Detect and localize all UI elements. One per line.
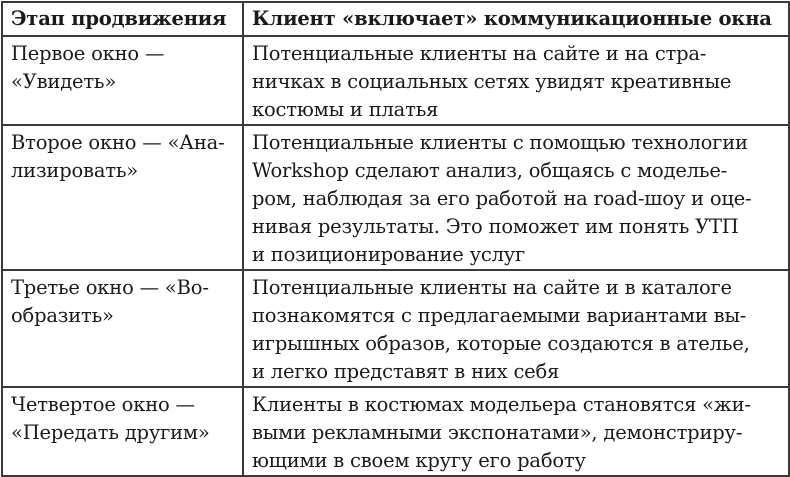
description-line: Потенциальные клиенты с помощью технологии: [252, 131, 748, 154]
description-line: выми рекламными экспонатами», демонстриру-: [252, 421, 743, 444]
description-line: Потенциальные клиенты на сайте и на стра-: [252, 42, 707, 65]
table-row: [2, 36, 789, 125]
description-line: и позиционирование услуг: [252, 243, 526, 266]
stage-line: Первое окно —: [11, 42, 165, 65]
description-line: Потенциальные клиенты на сайте и в каталоге: [252, 276, 732, 299]
stage-cell: [2, 270, 243, 387]
description-cell: [243, 36, 789, 125]
table-row: [2, 125, 789, 270]
header-communication-windows: Клиент «включает» коммуникационные окна: [243, 2, 789, 36]
header-row: [2, 2, 789, 36]
description-cell: [243, 125, 789, 270]
stage-cell: [2, 125, 243, 270]
description-line: и легко представят в них себя: [252, 360, 560, 383]
description-line: Workshop сделают анализ, общаясь с модельe-: [252, 159, 728, 182]
stage-line: Четвертое окно —: [11, 393, 195, 416]
promotion-stages-table: [1, 1, 790, 477]
description-line: Клиенты в костюмах модельера становятся «жи-: [252, 393, 751, 416]
description-line: ром, наблюдая за его работой на road-шоу и оце-: [252, 187, 752, 210]
stage-line: образить»: [11, 304, 114, 327]
description-line: костюмы и платья: [252, 98, 439, 121]
description-line: ющими в своем кругу его работу: [252, 449, 586, 472]
description-cell: [243, 270, 789, 387]
stage-line: лизировать»: [11, 159, 138, 182]
description-line: ничках в социальных сетях увидят креативные: [252, 70, 732, 93]
stage-cell: [2, 36, 243, 125]
description-cell: [243, 387, 789, 476]
stage-line: «Передать другим»: [11, 421, 210, 444]
stage-line: Второе окно — «Ана-: [11, 131, 225, 154]
stage-line: Третье окно — «Во-: [11, 276, 209, 299]
stage-cell: [2, 387, 243, 476]
description-line: нивая результаты. Это поможет им понять УТП: [252, 215, 739, 238]
table-row: [2, 270, 789, 387]
stage-line: «Увидеть»: [11, 70, 117, 93]
table-row: [2, 387, 789, 476]
header-stage: Этап продвижения: [2, 2, 243, 36]
description-line: познакомятся с предлагаемыми вариантами вы-: [252, 304, 747, 327]
description-line: игрышных образов, которые создаются в ателье,: [252, 332, 750, 355]
